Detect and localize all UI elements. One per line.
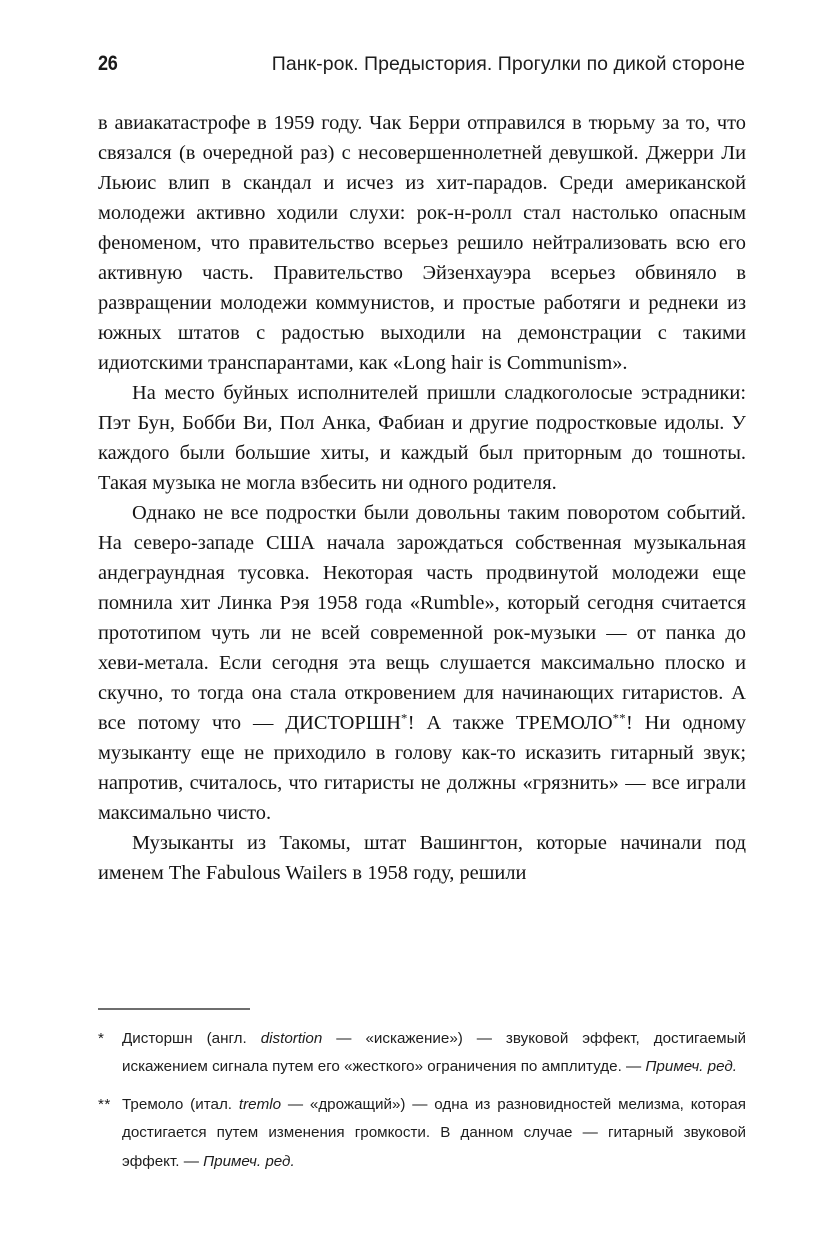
italic-term: Примеч. ред.: [203, 1152, 295, 1170]
body-text-column: [98, 108, 746, 888]
italic-term: tremlo: [238, 1095, 282, 1113]
running-title: Панк-рок. Предыстория. Прогулки по дикой стороне: [271, 53, 745, 75]
footnote-marker: *: [98, 1030, 105, 1047]
italic-term: distortion: [260, 1030, 323, 1047]
italic-term: Примеч. ред.: [645, 1058, 737, 1076]
footnote-reference-marker: *: [401, 711, 408, 726]
footnote-item: [98, 1025, 746, 1082]
paragraph-1: в авиакатастрофе в 1959 году. Чак Берри отправился в тюрьму за то, что связался (в очередной раз) с несовершеннолетней девушкой. Джерри Ли Льюис влип в скандал и исчез из хит-парадов. Среди американской молодежи активно ходили слухи: рок-н-ролл стал настолько опасным феноменом, что правительство всерьез решило нейтрализовать всю его активную часть. Правительство Эйзенхауэра всерьез обвиняло в развращении молодежи коммунистов, и простые работяги и реднеки из южных штатов с радостью выходили на демонстрации с такими идиотскими транспарантами, как «Long hair is Communism».: [98, 112, 746, 374]
footnote-text: Тремоло (итал. tremlo — «дрожащий») — одна из разновидностей мелизма, которая достигается путем изменения громкости. В данном случае — гитарный звуковой эффект. — Примеч. ред.: [122, 1095, 746, 1170]
footnote-text: Дисторшн (англ. distortion — «искажение») — звуковой эффект, достигаемый искажением сигнала путем его «жесткого» ограничения по амплитуде. — Примеч. ред.: [122, 1030, 746, 1076]
footnote-separator-rule: [98, 1008, 250, 1010]
paragraph-4: Музыканты из Такомы, штат Вашингтон, которые начинали под именем The Fabulous Wailers в 1958 году, решили: [98, 832, 746, 884]
page-number: 26: [98, 52, 118, 75]
footnote-reference-marker: **: [612, 711, 626, 726]
paragraph-2: На место буйных исполнителей пришли сладкоголосые эстрадники: Пэт Бун, Бобби Ви, Пол Анка, Фабиан и другие подростковые идолы. У каждого были большие хиты, и каждый был приторным до тошноты. Такая музыка не могла взбесить ни одного родителя.: [98, 382, 746, 494]
footnote-marker: **: [98, 1095, 111, 1113]
paragraph-3: Однако не все подростки были довольны таким поворотом событий. На северо-западе США начала зарождаться собственная музыкальная андеграундная тусовка. Некоторая часть продвинутой молодежи еще помнила хит Линка Рэя 1958 года «Rumble», который сегодня считается прототипом чуть ли не всей современной рок-музыки — от панка до хеви-метала. Если сегодня эта вещь слушается максимально плоско и скучно, то тогда она стала откровением для начинающих гитаристов. А все потому что — ДИСТОРШН*! А также ТРЕМОЛО**! Ни одному музыканту еще не приходило в голову как-то исказить гитарный звук; напротив, считалось, что гитаристы не должны «грязнить» — все играли максимально чисто.: [98, 502, 746, 824]
footnote-block: [98, 1008, 746, 1176]
running-head: [98, 52, 745, 82]
footnote-item: [98, 1091, 746, 1176]
